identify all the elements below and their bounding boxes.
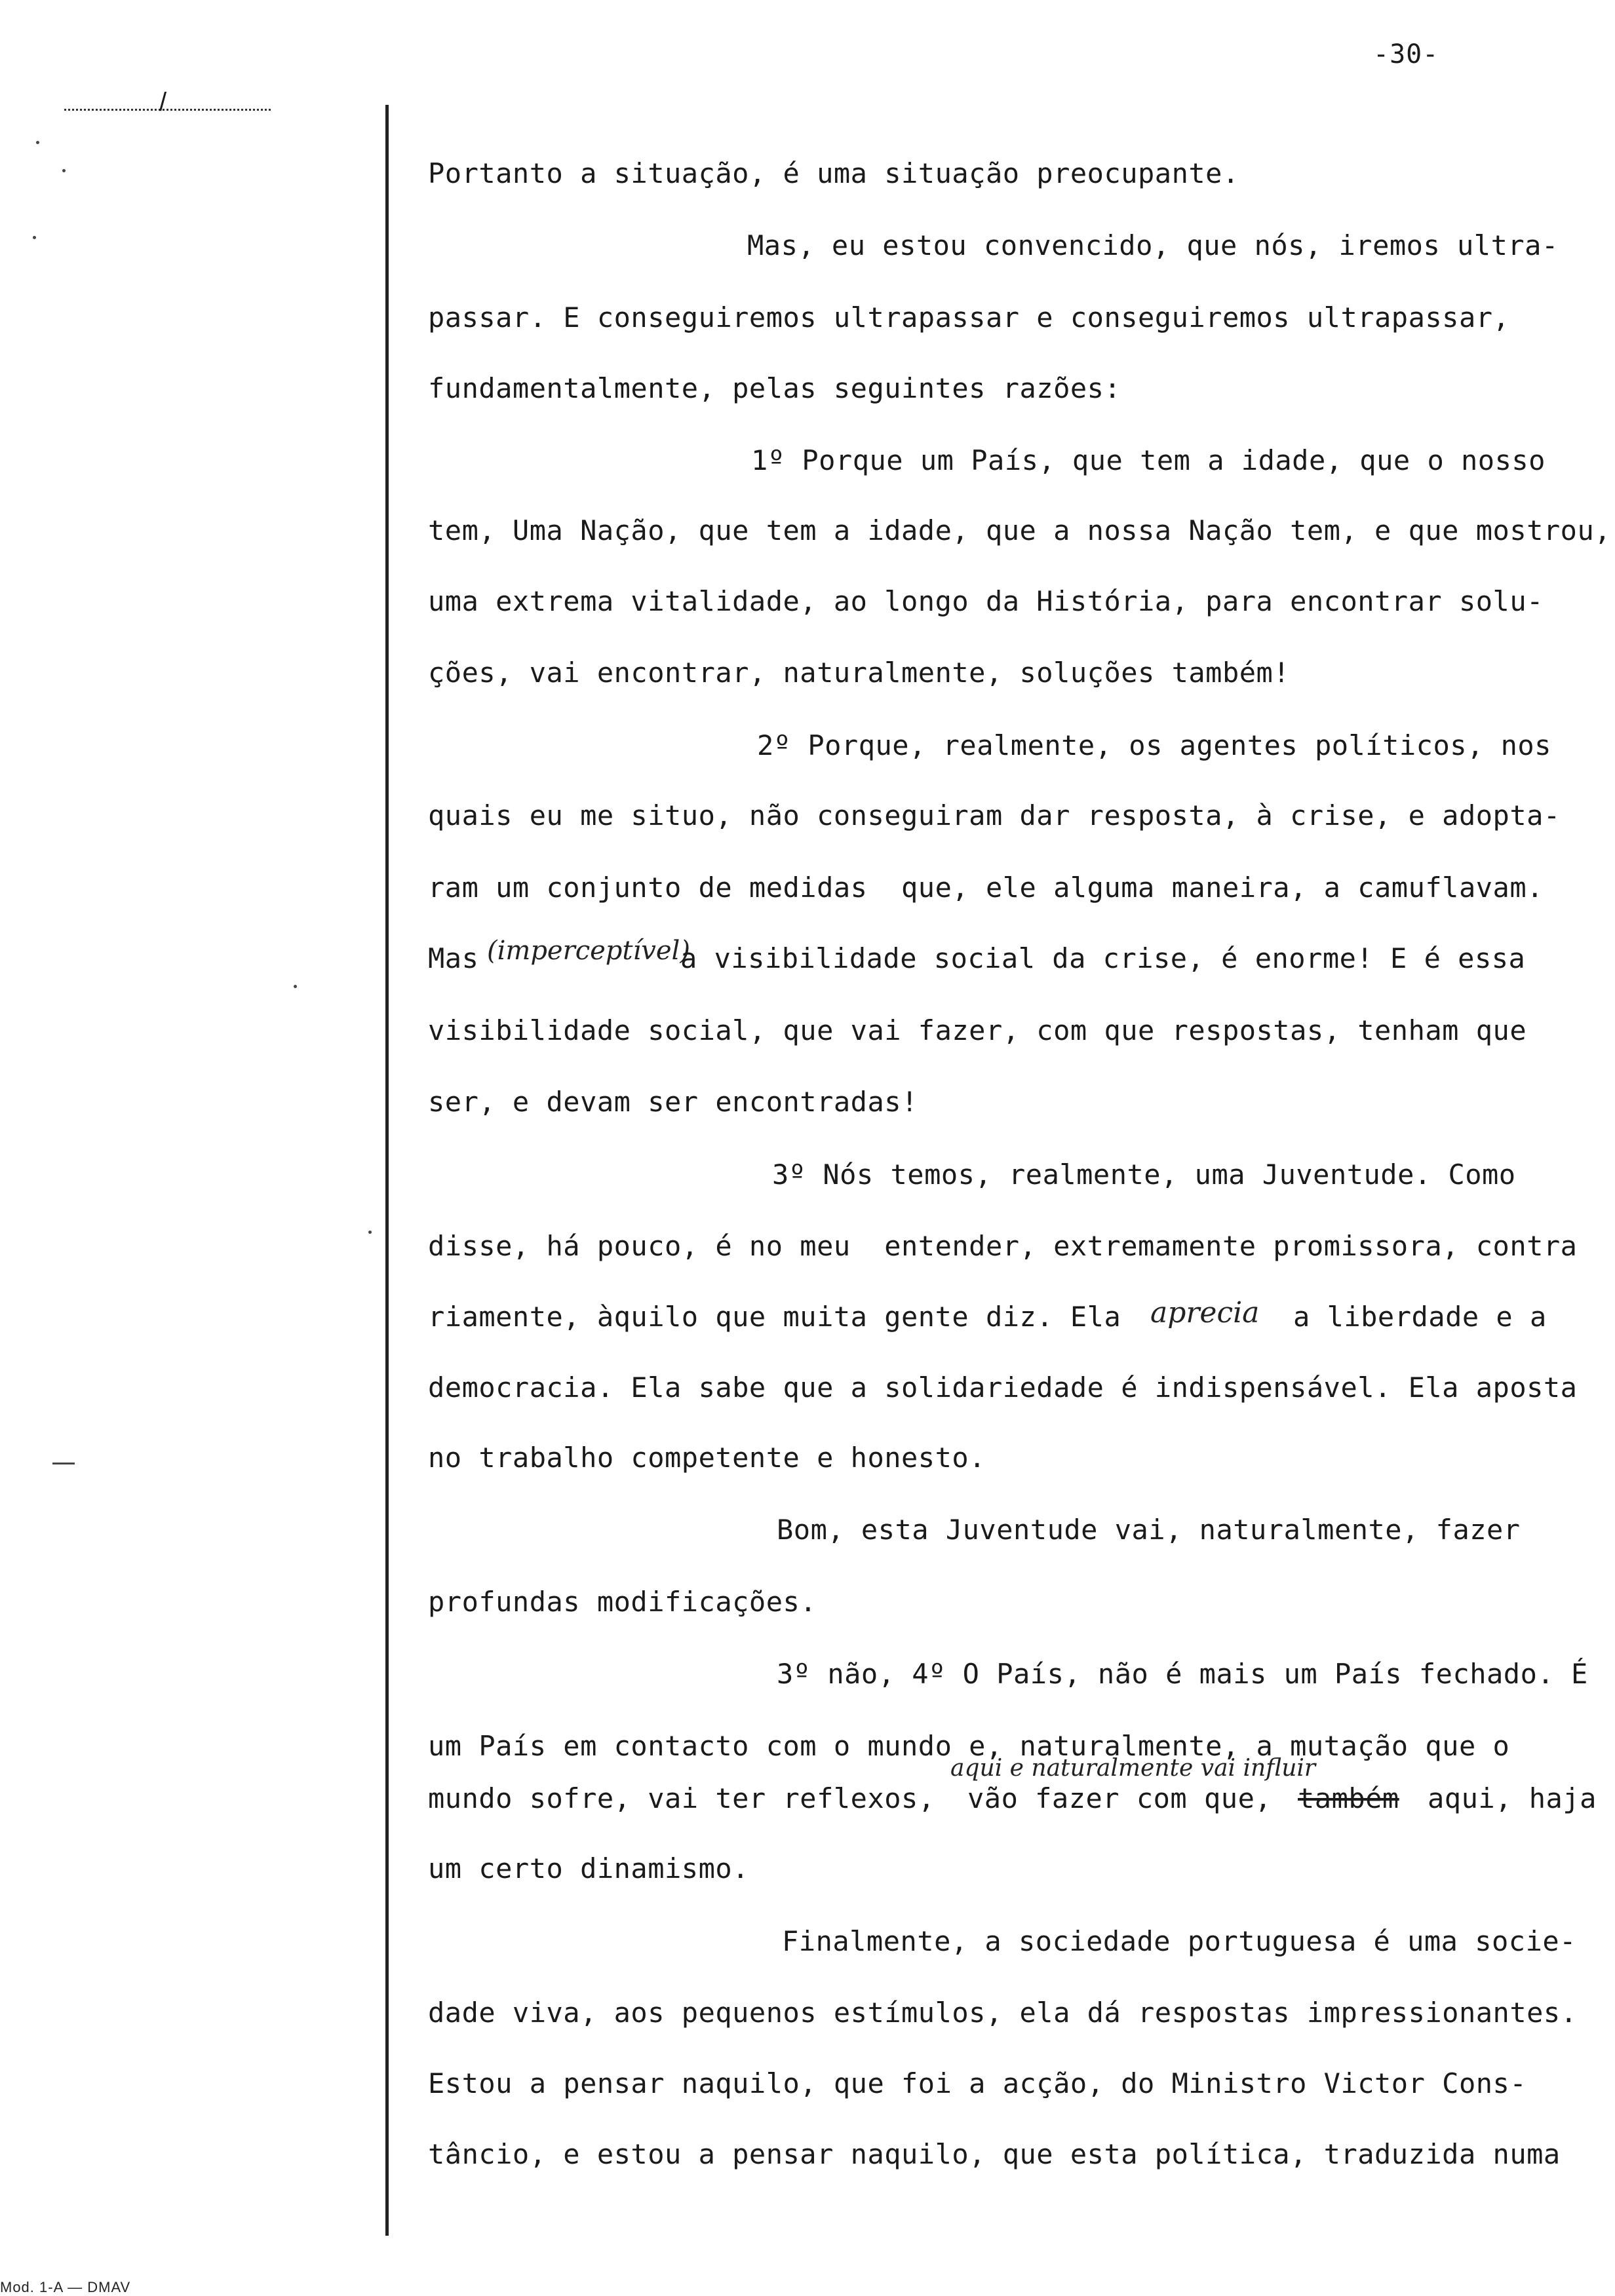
margin-rule <box>385 105 389 2236</box>
text-line: a visibilidade social da crise, é enorme! E é essa <box>680 942 1526 974</box>
text-line: 1º Porque um País, que tem a idade, que o nosso <box>751 444 1546 476</box>
text-line: um certo dinamismo. <box>428 1852 749 1885</box>
text-line: tâncio, e estou a pensar naquilo, que esta política, traduzida numa <box>428 2138 1561 2170</box>
text-line: a liberdade e a <box>1293 1301 1547 1333</box>
text-line: um País em contacto com o mundo e, naturalmente, a mutação que o <box>428 1730 1510 1762</box>
margin-speck <box>36 141 39 144</box>
margin-speck <box>368 1231 372 1234</box>
margin-speck <box>294 985 297 988</box>
margin-slash: / <box>159 88 167 117</box>
margin-reference-field <box>58 88 271 117</box>
form-footer: Mod. 1-A — DMAV <box>0 2279 131 2295</box>
text-line: 2º Porque, realmente, os agentes políticos, nos <box>757 729 1551 761</box>
handwritten-aprecia: aprecia <box>1150 1296 1260 1330</box>
page-number: -30- <box>1373 39 1439 69</box>
margin-dotted-line <box>64 109 271 111</box>
text-line: ser, e devam ser encontradas! <box>428 1086 918 1118</box>
text-line: visibilidade social, que vai fazer, com que respostas, tenham que <box>428 1014 1527 1046</box>
text-line: Finalmente, a sociedade portuguesa é uma socie- <box>782 1925 1576 1957</box>
text-line: uma extrema vitalidade, ao longo da História, para encontrar solu- <box>428 585 1544 617</box>
text-line: Mas <box>428 942 479 974</box>
margin-speck <box>62 169 66 172</box>
text-line: quais eu me situo, não conseguiram dar resposta, à crise, e adopta- <box>428 799 1561 832</box>
text-line: dade viva, aos pequenos estímulos, ela dá respostas impressionantes. <box>428 1997 1578 2029</box>
text-line: fundamentalmente, pelas seguintes razões: <box>428 372 1121 404</box>
text-line: mundo sofre, vai ter reflexos, <box>428 1782 935 1814</box>
margin-speck <box>52 1463 75 1464</box>
text-line: democracia. Ela sabe que a solidariedade é indispensável. Ela aposta <box>428 1371 1578 1404</box>
handwritten-insertion: aqui e naturalmente vai influir <box>950 1755 1316 1782</box>
text-line: Mas, eu estou convencido, que nós, iremos ultra- <box>747 229 1559 261</box>
text-line: aqui, haja <box>1428 1782 1597 1814</box>
handwritten-imperceptivel: (imperceptível) <box>487 936 690 966</box>
text-line: no trabalho competente e honesto. <box>428 1442 986 1474</box>
text-line: riamente, àquilo que muita gente diz. Ela <box>428 1301 1121 1333</box>
text-line: disse, há pouco, é no meu entender, extremamente promissora, contra <box>428 1230 1578 1262</box>
text-line: tem, Uma Nação, que tem a idade, que a nossa Nação tem, e que mostrou, <box>428 514 1612 546</box>
text-line: Bom, esta Juventude vai, naturalmente, fazer <box>777 1514 1521 1546</box>
text-line: profundas modificações. <box>428 1586 817 1618</box>
text-line: Portanto a situação, é uma situação preocupante. <box>428 157 1239 189</box>
text-line: ram um conjunto de medidas que, ele alguma maneira, a camuflavam. <box>428 871 1544 904</box>
struck-out-word: também <box>1298 1782 1399 1814</box>
text-line: 3º não, 4º O País, não é mais um País fechado. É <box>777 1658 1588 1690</box>
text-line: Estou a pensar naquilo, que foi a acção, do Ministro Victor Cons- <box>428 2067 1527 2099</box>
text-line: passar. E conseguiremos ultrapassar e conseguiremos ultrapassar, <box>428 301 1510 334</box>
text-line: ções, vai encontrar, naturalmente, soluções também! <box>428 657 1291 689</box>
text-line: 3º Nós temos, realmente, uma Juventude. Como <box>772 1158 1516 1191</box>
margin-speck <box>33 236 36 239</box>
text-line: vão fazer com que, <box>967 1782 1272 1814</box>
